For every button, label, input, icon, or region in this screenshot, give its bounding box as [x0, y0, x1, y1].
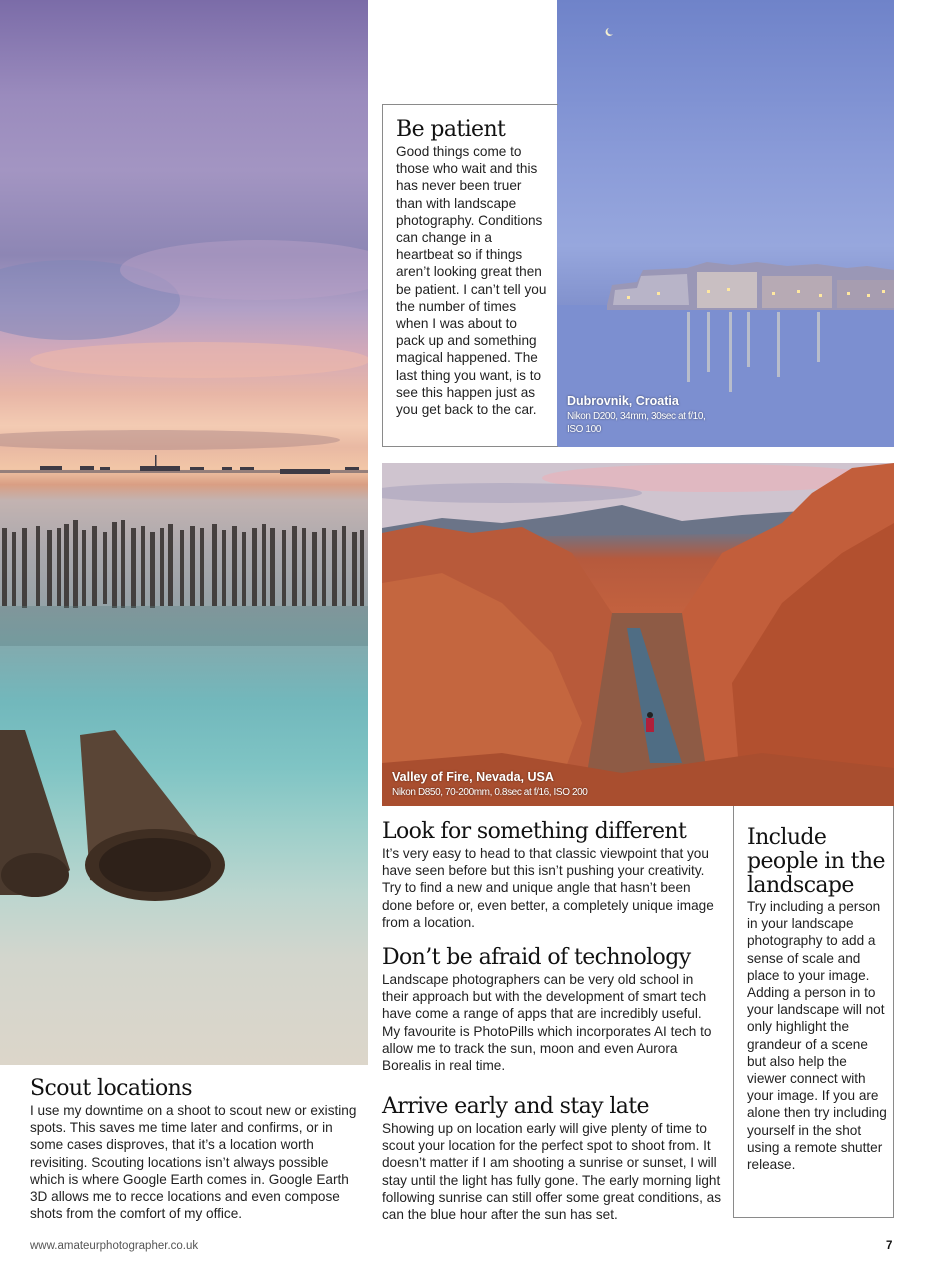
valley-of-fire-photo [382, 463, 894, 806]
footer-url[interactable]: www.amateurphotographer.co.uk [30, 1240, 199, 1252]
include-people-heading: Include people in the landscape [747, 825, 885, 898]
look-different-body: It’s very easy to head to that classic viewpoint that you have seen before but this isn’t pushing your creativity. Try to find a new and unique angle that hasn’t been done before or, even better, a completely unique image from a location. [382, 846, 714, 930]
arrive-early-heading: Arrive early and stay late [382, 1094, 649, 1119]
be-patient-box [382, 104, 558, 447]
technology-body: Landscape photographers can be very old school in their approach but with the development of smart tech have come a range of apps that are incredibly useful. My favourite is PhotoPills which incorporates AI tech to allow me to track the sun, moon and even Aurora Borealis in real time. [382, 972, 712, 1074]
dubrovnik-caption-title: Dubrovnik, Croatia [567, 394, 679, 408]
dubrovnik-caption-details: Nikon D200, 34mm, 30sec at f/10, ISO 100 [567, 411, 706, 435]
scout-locations-body: I use my downtime on a shoot to scout new or existing spots. This saves me time later and confirms, or in some cases disproves, that it’s a location worth revisiting. Scouting locations isn’t always possible which is where Google Earth comes in. Google Earth 3D allows me to recce locations and even compose shots from the comfort of my office. [30, 1103, 357, 1222]
be-patient-heading: Be patient [396, 117, 506, 142]
page-number: 7 [886, 1240, 893, 1252]
valley-photo-icon [382, 463, 894, 806]
dubrovnik-photo [557, 0, 894, 447]
valley-caption-title: Valley of Fire, Nevada, USA [392, 770, 554, 784]
arrive-early-body: Showing up on location early will give plenty of time to scout your location for the perfect spot to shoot from. It doesn’t matter if I am shooting a sunrise or sunset, I will stay until the light has fully gone. The early morning light following sunrise can still offer some great conditions, as can the blue hour after the sun has set. [382, 1121, 722, 1223]
include-people-box [733, 806, 894, 1218]
include-people-body: Try including a person in your landscape photography to add a sense of scale and place to your image. Adding a person in to your landscape will not only highlight the grandeur of a scene but also help the viewer connect with your image. If you are alone then try including yourself in the shot using a remote shutter release. [747, 899, 887, 1173]
valley-caption-details: Nikon D850, 70-200mm, 0.8sec at f/16, ISO 200 [392, 787, 588, 798]
look-different-heading: Look for something different [382, 819, 687, 844]
be-patient-body: Good things come to those who wait and this has never been truer than with landscape photography. Conditions can change in a heartbeat so if things aren’t looking great then be patient. I can’t tell you the number of times when I was about to pack up and something magical happened. The last thing you want, is to see this happen just as you get back to the car. [396, 144, 547, 418]
scout-locations-heading: Scout locations [30, 1076, 192, 1101]
dubrovnik-photo-icon [557, 0, 894, 447]
seascape-photo [0, 0, 368, 1065]
seascape-photo-icon [0, 0, 368, 1065]
technology-heading: Don’t be afraid of technology [382, 945, 691, 970]
